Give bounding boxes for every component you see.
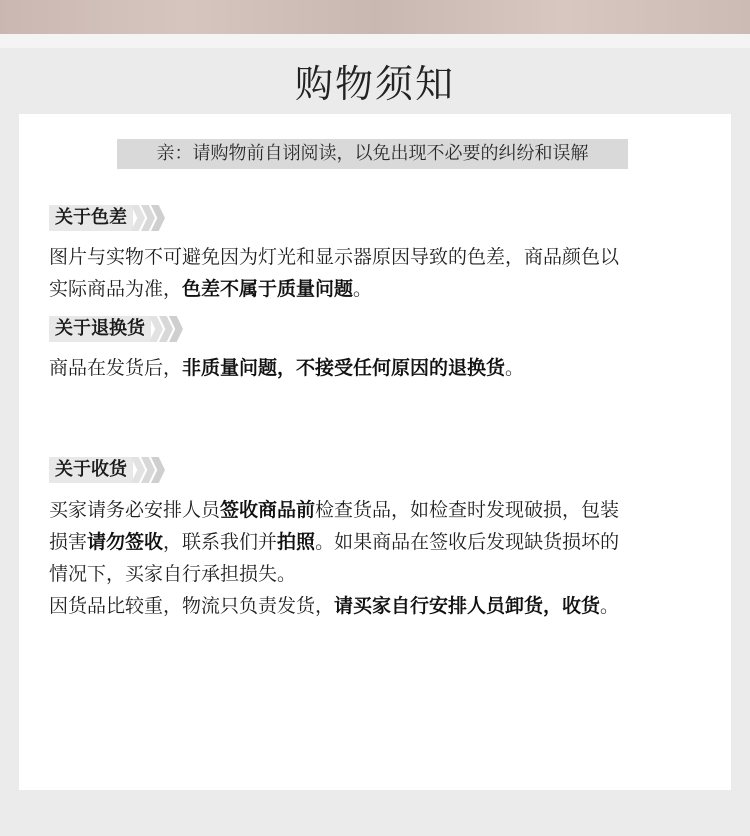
section-text-receiving: [49, 494, 709, 622]
text-line: 买家请务必安排人员签收商品前检查货品，如检查时发现破损，包装: [49, 499, 620, 521]
section-text-returns: [49, 352, 709, 384]
text-line: 商品在发货后，非质量问题，不接受任何原因的退换货。: [49, 357, 525, 379]
emphasis-text: 请买家自行安排人员卸货，收货: [334, 595, 601, 617]
text-line: 实际商品为准，色差不属于质量问题。: [49, 278, 373, 300]
section-heading-label: 关于色差: [49, 205, 133, 231]
text-line: 情况下，买家自行承担损失。: [49, 563, 297, 585]
emphasis-text: 请勿签收: [87, 531, 164, 553]
emphasis-text: 签收商品前: [220, 499, 316, 521]
section-heading-color-difference: [49, 205, 165, 231]
intro-banner: 亲：请购物前自诩阅读，以免出现不必要的纠纷和误解: [117, 139, 628, 169]
header-divider: [0, 34, 750, 48]
section-text-color-difference: [49, 241, 709, 305]
chevron-arrows-icon: [131, 205, 165, 231]
text-line: 损害请勿签收，联系我们并拍照。如果商品在签收后发现缺货损坏的: [49, 531, 620, 553]
emphasis-text: 色差不属于质量问题: [182, 278, 354, 300]
section-heading-receiving: [49, 457, 165, 483]
header-image-strip: [0, 0, 750, 34]
chevron-arrows-icon: [149, 316, 183, 342]
emphasis-text: 非质量问题，不接受任何原因的退换货: [182, 357, 506, 379]
section-heading-label: 关于退换货: [49, 316, 151, 342]
text-line: 因货品比较重，物流只负责发货，请买家自行安排人员卸货，收货。: [49, 595, 620, 617]
page-title: 购物须知: [294, 62, 455, 106]
section-heading-returns: [49, 316, 183, 342]
emphasis-text: 拍照: [277, 531, 316, 553]
section-heading-label: 关于收货: [49, 457, 133, 483]
chevron-arrows-icon: [131, 457, 165, 483]
text-line: 图片与实物不可避免因为灯光和显示器原因导致的色差，商品颜色以: [49, 246, 620, 268]
